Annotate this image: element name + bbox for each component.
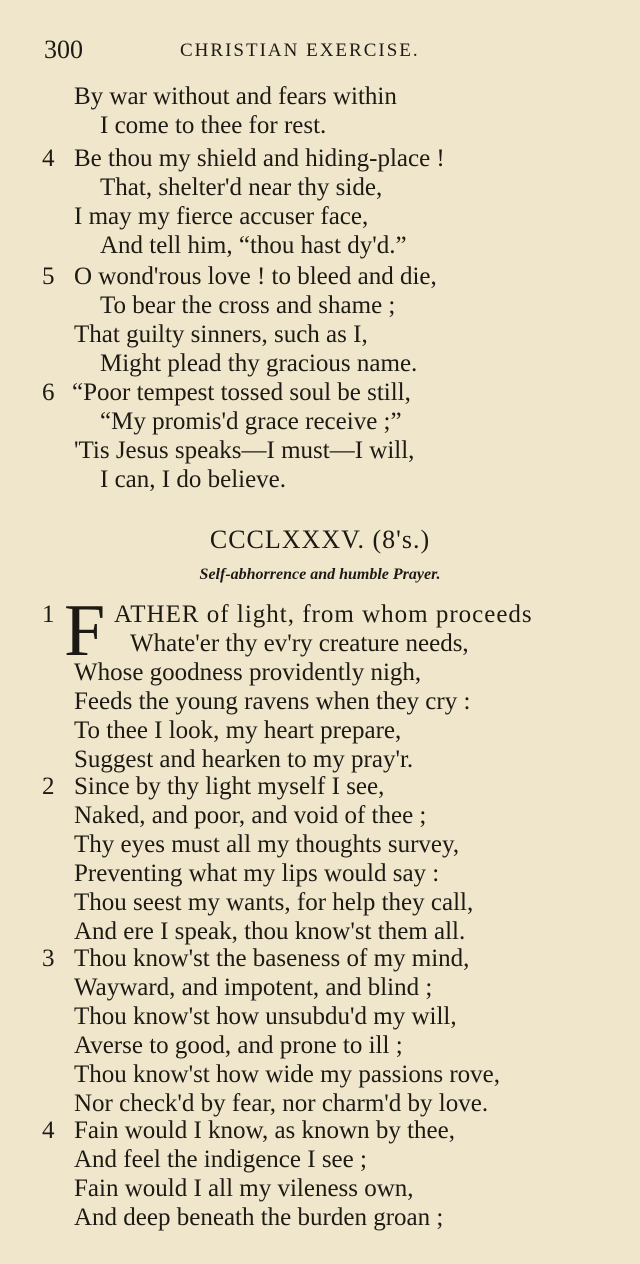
verse-line: I may my fierce accuser face, (74, 203, 369, 230)
verse-line: I come to thee for rest. (100, 112, 327, 139)
verse-line: Might plead thy gracious name. (100, 350, 418, 377)
verse-line: Thou know'st how wide my passions rove, (74, 1061, 501, 1088)
verse-line: Fain would I know, as known by thee, (74, 1117, 455, 1144)
verse-line: Fain would I all my vileness own, (74, 1175, 414, 1202)
stanza-number: 2 (42, 773, 55, 800)
verse-1 (0, 600, 640, 774)
verse-line: Whate'er thy ev'ry creature needs, (130, 630, 469, 657)
stanza-6 (0, 378, 640, 494)
verse-line: Whose goodness providently nigh, (74, 659, 422, 686)
stanza-number: 4 (42, 145, 55, 172)
verse-4 (0, 1116, 640, 1232)
verse-line: Averse to good, and prone to ill ; (74, 1032, 403, 1059)
verse-line: 'Tis Jesus speaks—I must—I will, (74, 437, 415, 464)
running-head: CHRISTIAN EXERCISE. (180, 40, 420, 61)
verse-line: And tell him, “thou hast dy'd.” (100, 232, 407, 259)
page-number: 300 (44, 35, 83, 64)
verse-line: Preventing what my lips would say : (74, 860, 440, 887)
verse-line: Thy eyes must all my thoughts survey, (74, 831, 460, 858)
drop-cap: F (64, 590, 106, 672)
stanza-number: 6 (42, 379, 55, 406)
verse-line: Thou know'st how unsubdu'd my will, (74, 1003, 457, 1030)
verse-line: And feel the indigence I see ; (74, 1146, 367, 1173)
verse-line: Suggest and hearken to my pray'r. (74, 746, 414, 773)
verse-line: Since by thy light myself I see, (74, 773, 385, 800)
verse-line: Naked, and poor, and void of thee ; (74, 802, 427, 829)
verse-line: To thee I look, my heart prepare, (74, 717, 402, 744)
stanza-5 (0, 262, 640, 378)
verse-line: Thou know'st the baseness of my mind, (74, 945, 470, 972)
verse-line: To bear the cross and shame ; (100, 292, 396, 319)
verse-line: O wond'rous love ! to bleed and die, (74, 263, 437, 290)
stanza-number: 3 (42, 945, 55, 972)
verse-line: And ere I speak, thou know'st them all. (74, 918, 466, 945)
verse-line: Be thou my shield and hiding-place ! (74, 145, 445, 172)
verse-line: “Poor tempest tossed soul be still, (72, 379, 411, 406)
verse-2 (0, 772, 640, 946)
stanza-continuation (0, 82, 640, 140)
verse-line: And deep beneath the burden groan ; (74, 1204, 444, 1231)
verse-line: I can, I do believe. (100, 466, 287, 493)
hymn-title: CCCLXXXV. (8's.) (209, 525, 431, 554)
stanza-number: 4 (42, 1117, 55, 1144)
verse-line: ATHER of light, from whom proceeds (114, 601, 533, 628)
verse-line: That, shelter'd near thy side, (100, 174, 383, 201)
verse-line: Thou seest my wants, for help they call, (74, 889, 474, 916)
verse-line: “My promis'd grace receive ;” (100, 408, 402, 435)
stanza-number: 5 (42, 263, 55, 290)
verse-3 (0, 944, 640, 1118)
page-header (44, 34, 484, 66)
verse-line: That guilty sinners, such as I, (74, 321, 368, 348)
hymn-subtitle: Self-abhorrence and humble Prayer. (199, 566, 441, 583)
stanza-number: 1 (42, 601, 55, 628)
verse-line: Wayward, and impotent, and blind ; (74, 974, 433, 1001)
verse-line: By war without and fears within (74, 83, 397, 110)
verse-line: Feeds the young ravens when they cry : (74, 688, 471, 715)
stanza-4 (0, 144, 640, 260)
verse-line: Nor check'd by fear, nor charm'd by love. (74, 1090, 489, 1117)
